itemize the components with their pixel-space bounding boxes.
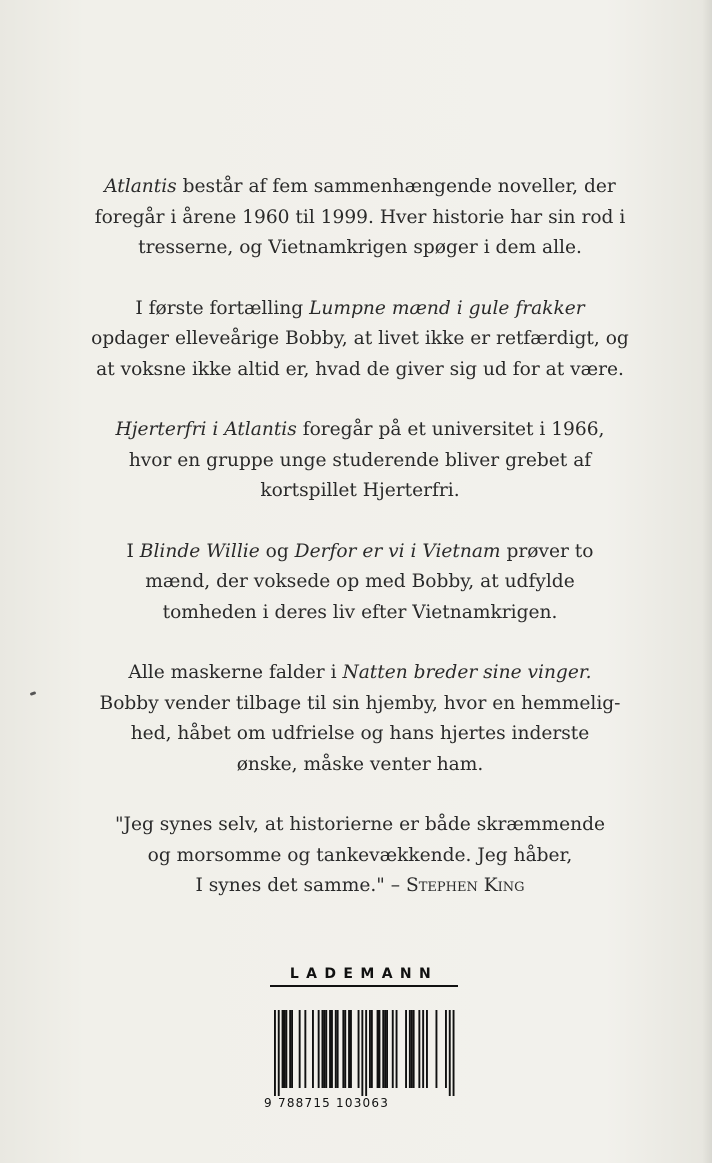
barcode-bar (291, 1010, 293, 1088)
barcode-bars (264, 1010, 460, 1096)
barcode-bar (418, 1010, 420, 1088)
barcode-bar (409, 1010, 411, 1088)
barcode-digits: 788715 103063 (278, 1096, 390, 1110)
title-atlantis: Atlantis (104, 176, 177, 197)
line-text: består af fem sammenhængende noveller, der (176, 176, 616, 197)
line: Bobby vender tilbage til sin hjemby, hvor en hemmelig- (99, 692, 621, 714)
line-text: I synes det samme." – (195, 875, 406, 896)
line (90, 871, 630, 902)
barcode-bar (322, 1010, 324, 1088)
line-text: Alle maskerne falder i (128, 662, 343, 683)
barcode-bar (331, 1010, 333, 1088)
barcode-bar (396, 1010, 398, 1088)
title-natten: Natten breder sine vinger. (342, 662, 592, 683)
blurb-paragraph-story-5 (90, 658, 630, 780)
blurb-text (90, 172, 630, 932)
line (90, 294, 630, 325)
barcode-bar (285, 1010, 287, 1088)
barcode-bar (312, 1010, 314, 1088)
barcode-bar (278, 1010, 280, 1096)
title-derfor: Derfor er vi i Vietnam (294, 540, 501, 562)
line-text: foregår på et universitet i 1966, (296, 419, 605, 440)
publisher-name: LADEMANN (289, 966, 439, 982)
barcode-bar (386, 1010, 388, 1088)
barcode-bar (369, 1010, 371, 1088)
barcode-bar (371, 1010, 373, 1088)
barcode-bar (413, 1010, 415, 1088)
barcode-bar (350, 1010, 352, 1088)
barcode-bar (361, 1010, 363, 1096)
barcode-lead-digit: 9 (264, 1096, 273, 1110)
line: tresserne, og Vietnamkrigen spøger i dem alle. (138, 237, 582, 258)
line-text: prøver to (500, 540, 594, 562)
barcode-bar (323, 1010, 325, 1088)
cover-edge-shadow (702, 0, 712, 1163)
barcode-bar (282, 1010, 284, 1088)
barcode-bar (436, 1010, 438, 1088)
blurb-paragraph-story-3-4 (90, 537, 630, 629)
line: ønske, måske venter ham. (236, 753, 484, 775)
line: kortspillet Hjerterfri. (260, 480, 460, 501)
line-text: I (126, 540, 140, 562)
line-text: I første fortælling (135, 297, 310, 319)
barcode-bar (284, 1010, 286, 1088)
barcode-bar (299, 1010, 301, 1088)
barcode-bar (342, 1010, 344, 1088)
line: hed, håbet om udfrielse og hans hjertes inderste (130, 723, 590, 744)
barcode-bar (411, 1010, 413, 1088)
barcode-bar (365, 1010, 367, 1096)
barcode-bar (329, 1010, 331, 1088)
line: og morsomme og tankevækkende. Jeg håber, (147, 844, 573, 866)
barcode-bar (384, 1010, 386, 1088)
barcode-bar (358, 1010, 360, 1088)
publisher-rule (270, 985, 458, 987)
line: hvor en gruppe unge studerende bliver grebet af (128, 449, 592, 471)
barcode-bar (422, 1010, 424, 1088)
barcode-bar (382, 1010, 384, 1088)
barcode-bar (445, 1010, 447, 1088)
print-speck (30, 691, 37, 696)
barcode-bar (405, 1010, 407, 1088)
line: opdager elleveårige Bobby, at livet ikke er retfærdigt, og (91, 328, 629, 349)
barcode-bar (377, 1010, 379, 1088)
line: mænd, der voksede op med Bobby, at udfylde (145, 571, 575, 592)
barcode-bar (304, 1010, 306, 1088)
author-quote (90, 810, 630, 902)
line (90, 172, 630, 203)
barcode-bar (289, 1010, 291, 1088)
barcode (264, 1010, 460, 1118)
line: "Jeg synes selv, at historierne er både skræmmende (114, 814, 606, 835)
quote-author: Stephen King (405, 875, 525, 896)
line (90, 537, 630, 568)
line: foregår i årene 1960 til 1999. Hver historie har sin rod i (94, 206, 626, 228)
barcode-bar (392, 1010, 394, 1088)
blurb-paragraph-story-1 (90, 294, 630, 386)
barcode-bar (449, 1010, 451, 1096)
line: tomheden i deres liv efter Vietnamkrigen. (162, 601, 558, 623)
barcode-bar (426, 1010, 428, 1088)
barcode-bar (335, 1010, 337, 1088)
barcode-bar (274, 1010, 276, 1096)
barcode-bar (453, 1010, 455, 1096)
line-text: og (259, 540, 295, 562)
publisher-logo (270, 966, 458, 987)
barcode-bar (379, 1010, 381, 1088)
title-lumpne: Lumpne mænd i gule frakker (309, 297, 585, 319)
line (90, 658, 630, 689)
title-blinde-willie: Blinde Willie (139, 540, 260, 562)
line (90, 415, 630, 446)
barcode-bar (337, 1010, 339, 1088)
title-hjerterfri: Hjerterfri i Atlantis (115, 419, 297, 440)
barcode-bar (348, 1010, 350, 1088)
line: at voksne ikke altid er, hvad de giver sig ud for at være. (96, 358, 624, 380)
blurb-paragraph-intro (90, 172, 630, 264)
barcode-bar (325, 1010, 327, 1088)
blurb-paragraph-story-2 (90, 415, 630, 507)
barcode-bar (344, 1010, 346, 1088)
barcode-bar (318, 1010, 320, 1088)
